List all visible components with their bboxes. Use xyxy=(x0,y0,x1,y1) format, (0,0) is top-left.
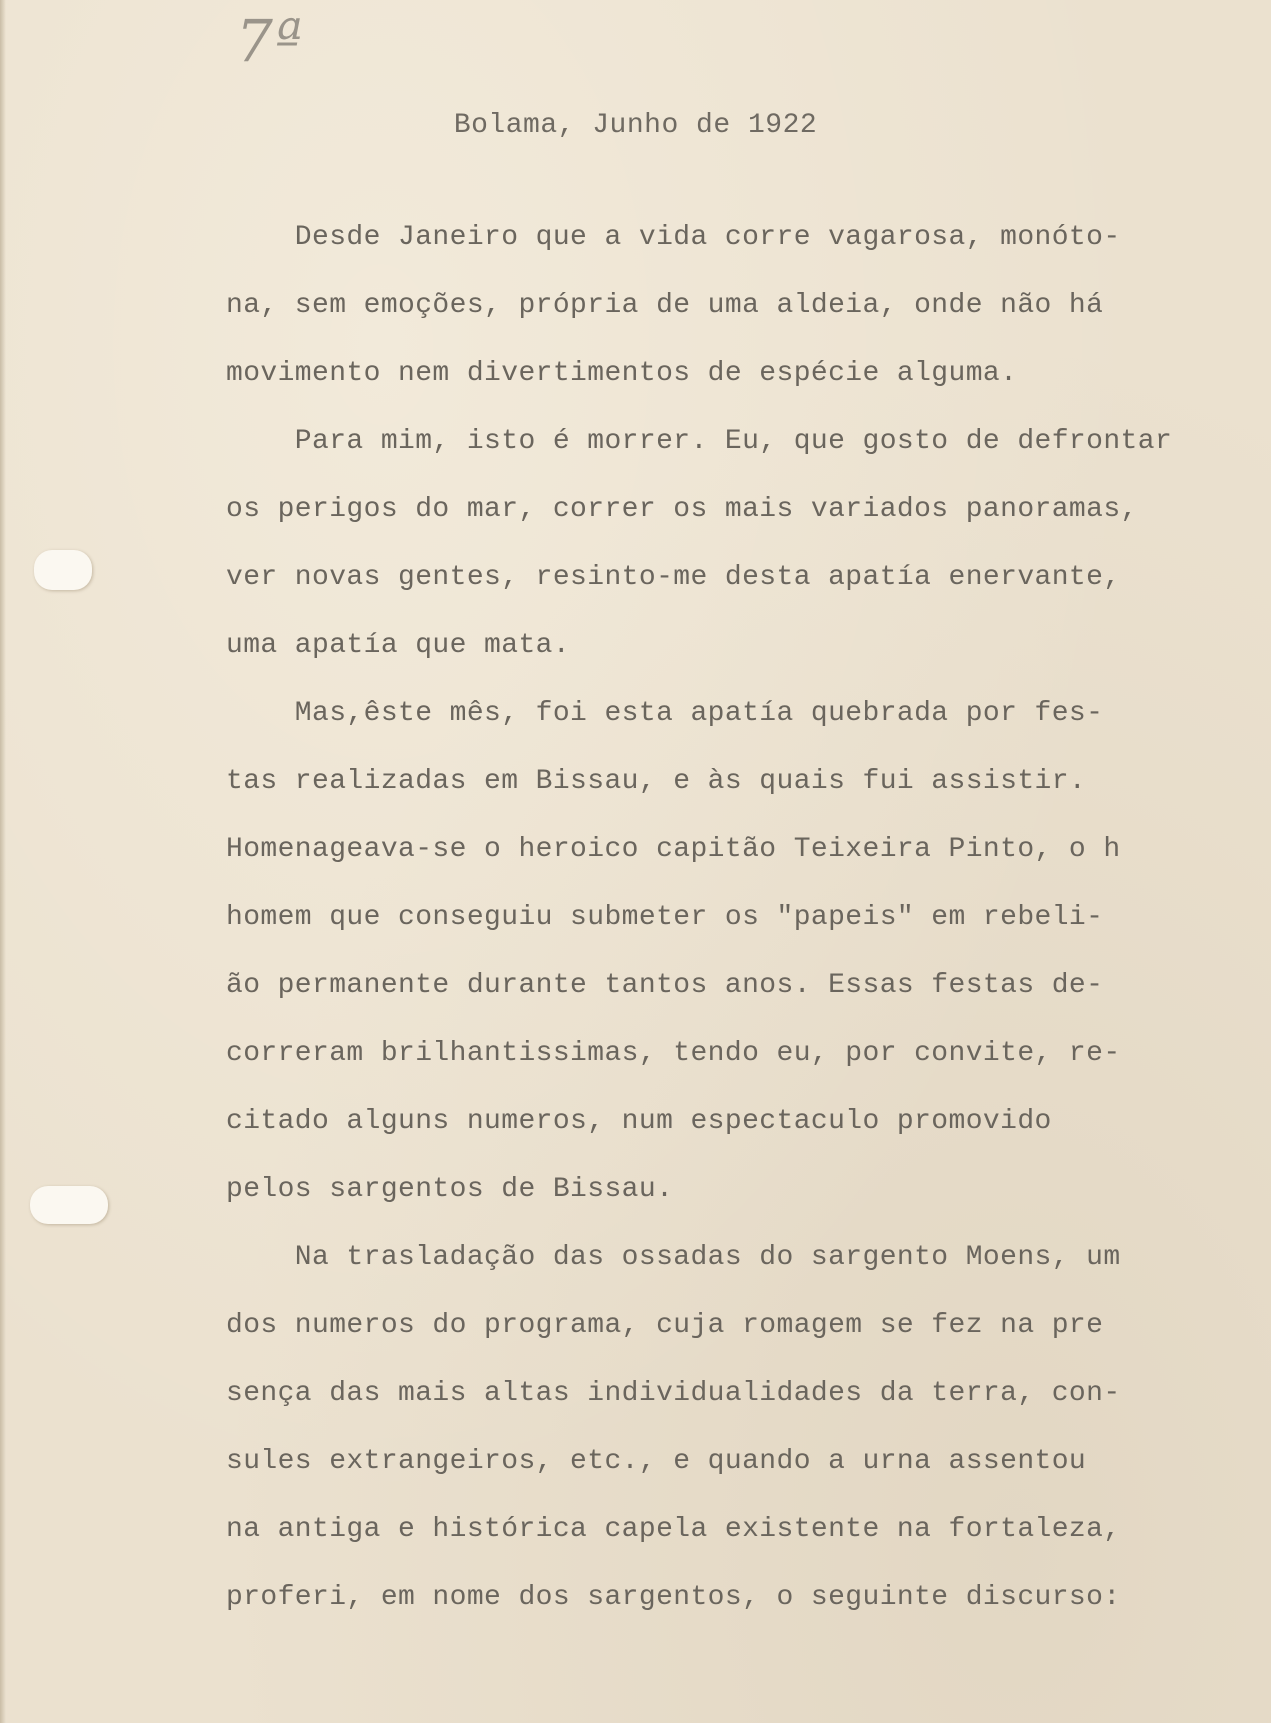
text-line: homem que conseguiu submeter os "papeis" em rebeli- xyxy=(226,902,1104,933)
text-line: os perigos do mar, correr os mais variados panoramas, xyxy=(226,494,1138,525)
text-line: tas realizadas em Bissau, e às quais fui assistir. xyxy=(226,766,1087,797)
text-line: Para mim, isto é morrer. Eu, que gosto de defrontar xyxy=(226,426,1173,457)
text-line: ão permanente durante tantos anos. Essas festas de- xyxy=(226,970,1104,1001)
typed-body xyxy=(226,204,1266,1632)
text-line: proferi, em nome dos sargentos, o seguinte discurso: xyxy=(226,1582,1121,1613)
text-line: uma apatía que mata. xyxy=(226,630,571,661)
text-line: sules extrangeiros, etc., e quando a urna assentou xyxy=(226,1446,1087,1477)
punch-hole xyxy=(34,550,92,590)
text-line: Homenageava-se o heroico capitão Teixeira Pinto, o h xyxy=(226,834,1121,865)
text-line: correram brilhantissimas, tendo eu, por convite, re- xyxy=(226,1038,1121,1069)
page-edge-shadow xyxy=(0,0,6,1723)
text-line: dos numeros do programa, cuja romagem se fez na pre xyxy=(226,1310,1104,1341)
letter-heading: Bolama, Junho de 1922 xyxy=(453,110,818,141)
text-line: pelos sargentos de Bissau. xyxy=(226,1174,674,1205)
text-line: na antiga e histórica capela existente na fortaleza, xyxy=(226,1514,1121,1545)
text-line: Na trasladação das ossadas do sargento Moens, um xyxy=(226,1242,1121,1273)
text-line: Desde Janeiro que a vida corre vagarosa, monóto- xyxy=(226,222,1121,253)
page-number-mark: 7ª xyxy=(236,7,305,75)
text-line: citado alguns numeros, num espectaculo promovido xyxy=(226,1106,1052,1137)
text-line: ver novas gentes, resinto-me desta apatía enervante, xyxy=(226,562,1121,593)
punch-hole xyxy=(30,1186,108,1224)
text-line: Mas,êste mês, foi esta apatía quebrada por fes- xyxy=(226,698,1104,729)
text-line: na, sem emoções, própria de uma aldeia, onde não há xyxy=(226,290,1104,321)
text-line: movimento nem divertimentos de espécie alguma. xyxy=(226,358,1018,389)
text-line: sença das mais altas individualidades da terra, con- xyxy=(226,1378,1121,1409)
